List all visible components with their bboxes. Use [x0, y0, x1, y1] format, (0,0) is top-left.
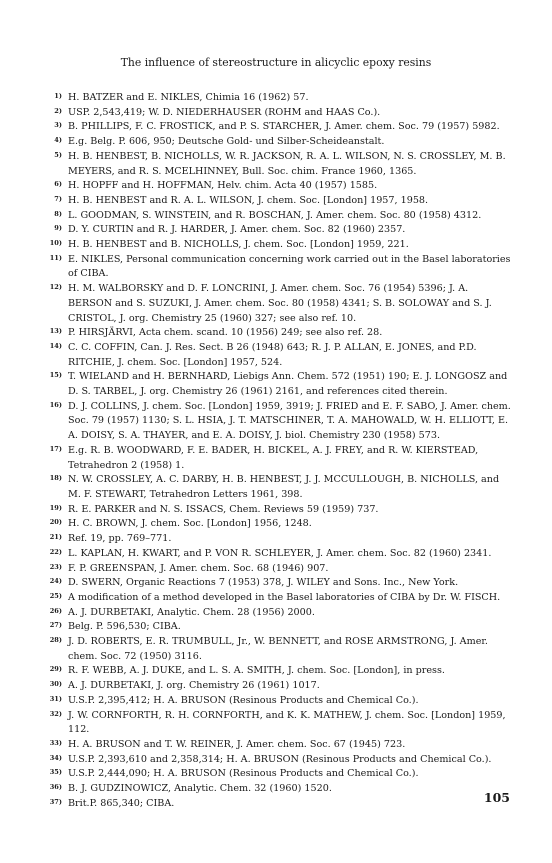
reference-item [46, 517, 512, 532]
reference-number: 24) [49, 577, 62, 586]
reference-text: A. J. DURBETAKI, Analytic. Chem. 28 (1956) 2000. [68, 606, 315, 618]
reference-number: 10) [49, 239, 62, 248]
reference-item [46, 370, 512, 399]
reference-number: 33) [49, 738, 62, 747]
reference-number: 32) [49, 709, 62, 718]
reference-item [46, 341, 512, 370]
reference-number: 8) [54, 209, 62, 218]
reference-text: P. HIRSJÄRVI, Acta chem. scand. 10 (1956) 249; see also ref. 28. [68, 327, 383, 339]
reference-number: 4) [54, 136, 62, 145]
reference-number: 16) [49, 400, 62, 409]
reference-text: J. D. ROBERTS, E. R. TRUMBULL, Jr., W. BENNETT, and ROSE ARMSTRONG, J. Amer. chem. Soc. 72 (1950) 3116. [68, 636, 488, 662]
reference-number: 30) [49, 680, 62, 689]
reference-number: 2) [54, 106, 62, 115]
reference-item [46, 738, 512, 753]
reference-item [46, 444, 512, 473]
reference-text: L. GOODMAN, S. WINSTEIN, and R. BOSCHAN, J. Amer. chem. Soc. 80 (1958) 4312. [68, 209, 482, 221]
reference-text: T. WIELAND and H. BERNHARD, Liebigs Ann. Chem. 572 (1951) 190; E. J. LONGOSZ and D. S. TARBEL, J. org. Chemistry 26 (1961) 2161, and references cited therein. [68, 371, 508, 398]
reference-list [46, 91, 512, 811]
reference-item [46, 253, 512, 282]
reference-number: 26) [49, 606, 62, 615]
reference-text: C. C. COFFIN, Can. J. Res. Sect. B 26 (1948) 643; R. J. P. ALLAN, E. JONES, and P.D. RITCHIE, J. chem. Soc. [London] 1957, 524. [68, 341, 477, 368]
reference-number: 23) [49, 562, 62, 571]
reference-text: B. J. GUDZINOWICZ, Analytic. Chem. 32 (1960) 1520. [68, 783, 332, 795]
reference-item [46, 547, 512, 562]
reference-item [46, 767, 512, 782]
reference-text: D. SWERN, Organic Reactions 7 (1953) 378, J. WILEY and Sons. Inc., New York. [68, 577, 459, 589]
reference-text: E.g. Belg. P. 606, 950; Deutsche Gold- und Silber-Scheideanstalt. [68, 136, 385, 148]
reference-item [46, 664, 512, 679]
reference-item [46, 326, 512, 341]
reference-item [46, 503, 512, 518]
reference-number: 11) [49, 253, 62, 262]
reference-text: B. PHILLIPS, F. C. FROSTICK, and P. S. STARCHER, J. Amer. chem. Soc. 79 (1957) 5982. [68, 121, 500, 133]
reference-number: 12) [49, 283, 62, 292]
reference-item [46, 209, 512, 224]
reference-text: Brit.P. 865,340; CIBA. [68, 797, 175, 809]
reference-number: 7) [54, 194, 62, 203]
reference-number: 31) [49, 694, 62, 703]
reference-text: U.S.P. 2,395,412; H. A. BRUSON (Resinous Products and Chemical Co.). [68, 694, 419, 706]
reference-text: H. B. HENBEST, B. NICHOLLS, W. R. JACKSON, R. A. L. WILSON, N. S. CROSSLEY, M. B. MEYERS, and R. S. MCELHINNEY, Bull. Soc. chim. France 1960, 1365. [68, 150, 506, 177]
reference-item [46, 694, 512, 709]
reference-text: H. BATZER and E. NIKLES, Chimia 16 (1962) 57. [68, 92, 309, 103]
reference-item [46, 150, 512, 179]
reference-item [46, 620, 512, 635]
reference-number: 18) [49, 474, 62, 483]
reference-number: 22) [49, 547, 62, 556]
reference-item [46, 782, 512, 797]
reference-text: J. W. CORNFORTH, R. H. CORNFORTH, and K. K. MATHEW, J. chem. Soc. [London] 1959, 112. [68, 709, 506, 736]
reference-text: Belg. P. 596,530; CIBA. [68, 621, 181, 633]
reference-item [46, 91, 512, 106]
reference-item [46, 120, 512, 135]
reference-text: H. C. BROWN, J. chem. Soc. [London] 1956, 1248. [68, 518, 312, 530]
reference-item [46, 282, 512, 326]
reference-text: USP. 2,543,419; W. D. NIEDERHAUSER (ROHM and HAAS Co.). [68, 106, 381, 118]
reference-number: 9) [54, 224, 62, 233]
reference-text: H. B. HENBEST and R. A. L. WILSON, J. chem. Soc. [London] 1957, 1958. [68, 194, 429, 206]
reference-number: 5) [54, 150, 62, 159]
reference-number: 15) [49, 371, 62, 380]
reference-number: 28) [49, 636, 62, 645]
reference-item [46, 797, 512, 812]
reference-number: 20) [49, 518, 62, 527]
reference-text: U.S.P. 2,393,610 and 2,358,314; H. A. BRUSON (Resinous Products and Chemical Co.). [68, 753, 492, 765]
reference-number: 14) [49, 341, 62, 350]
reference-text: E. NIKLES, Personal communication concerning work carried out in the Basel laboratories of CIBA. [68, 253, 511, 280]
reference-item [46, 135, 512, 150]
reference-text: A. J. DURBETAKI, J. org. Chemistry 26 (1961) 1017. [68, 680, 320, 692]
reference-text: L. KAPLAN, H. KWART, and P. VON R. SCHLEYER, J. Amer. chem. Soc. 82 (1960) 2341. [68, 547, 492, 559]
reference-text: A modification of a method developed in the Basel laboratories of CIBA by Dr. W. FISCH. [68, 591, 501, 603]
reference-text: H. B. HENBEST and B. NICHOLLS, J. chem. Soc. [London] 1959, 221. [68, 239, 409, 251]
reference-text: H. A. BRUSON and T. W. REINER, J. Amer. chem. Soc. 67 (1945) 723. [68, 738, 406, 750]
reference-number: 27) [49, 621, 62, 630]
reference-item [46, 576, 512, 591]
reference-item [46, 238, 512, 253]
reference-text: E.g. R. B. WOODWARD, F. E. BADER, H. BICKEL, A. J. FREY, and R. W. KIERSTEAD, Tetrahedron 2 (1958) 1. [68, 444, 479, 471]
reference-number: 35) [49, 768, 62, 777]
reference-number: 13) [49, 327, 62, 336]
reference-item [46, 194, 512, 209]
reference-number: 3) [54, 121, 62, 130]
reference-item [46, 679, 512, 694]
reference-text: N. W. CROSSLEY, A. C. DARBY, H. B. HENBEST, J. J. MCCULLOUGH, B. NICHOLLS, and M. F. STEWART, Tetrahedron Letters 1961, 398. [68, 474, 500, 500]
page-number: 105 [483, 790, 510, 805]
reference-text: F. P. GREENSPAN, J. Amer. chem. Soc. 68 (1946) 907. [68, 562, 329, 574]
reference-item [46, 635, 512, 664]
reference-item [46, 223, 512, 238]
reference-number: 19) [49, 503, 62, 512]
reference-item [46, 532, 512, 547]
reference-text: H. HOPFF and H. HOFFMAN, Helv. chim. Acta 40 (1957) 1585. [68, 180, 378, 192]
reference-number: 34) [49, 753, 62, 762]
reference-text: H. M. WALBORSKY and D. F. LONCRINI, J. Amer. chem. Soc. 76 (1954) 5396; J. A. BERSON and S. SUZUKI, J. Amer. chem. Soc. 80 (1958) 4341; S. B. SOLOWAY and S. J. CRISTOL, J. org. Chemistry 25 (1960) 327; see also ref. 10. [68, 283, 492, 324]
reference-text: R. E. PARKER and N. S. ISSACS, Chem. Reviews 59 (1959) 737. [68, 503, 379, 515]
reference-text: D. Y. CURTIN and R. J. HARDER, J. Amer. chem. Soc. 82 (1960) 2357. [68, 224, 406, 236]
reference-item [46, 473, 512, 502]
reference-number: 1) [54, 92, 62, 100]
reference-number: 6) [54, 180, 62, 189]
reference-item [46, 753, 512, 768]
reference-number: 36) [49, 783, 62, 792]
reference-item [46, 709, 512, 738]
reference-item [46, 400, 512, 444]
reference-item [46, 562, 512, 577]
reference-text: R. F. WEBB, A. J. DUKE, and L. S. A. SMITH, J. chem. Soc. [London], in press. [68, 665, 445, 677]
reference-number: 17) [49, 444, 62, 453]
reference-item [46, 106, 512, 121]
reference-number: 29) [49, 665, 62, 674]
reference-item [46, 179, 512, 194]
running-title: The influence of stereostructure in alicyclic epoxy resins [120, 56, 432, 69]
reference-number: 37) [49, 797, 62, 806]
reference-number: 25) [49, 591, 62, 600]
reference-item [46, 606, 512, 621]
reference-text: Ref. 19, pp. 769–771. [68, 533, 172, 545]
reference-item [46, 591, 512, 606]
reference-number: 21) [49, 533, 62, 542]
reference-text: U.S.P. 2,444,090; H. A. BRUSON (Resinous Products and Chemical Co.). [68, 768, 419, 780]
reference-text: D. J. COLLINS, J. chem. Soc. [London] 1959, 3919; J. FRIED and E. F. SABO, J. Amer. chem. Soc. 79 (1957) 1130; S. L. HSIA, J. T. MATSCHINER, T. A. MAHOWALD, W. H. ELLIOTT, E. A. DOISY, S. A. THAYER, and E. A. DOISY, J. biol. Chemistry 230 (1958) 573. [68, 400, 511, 442]
